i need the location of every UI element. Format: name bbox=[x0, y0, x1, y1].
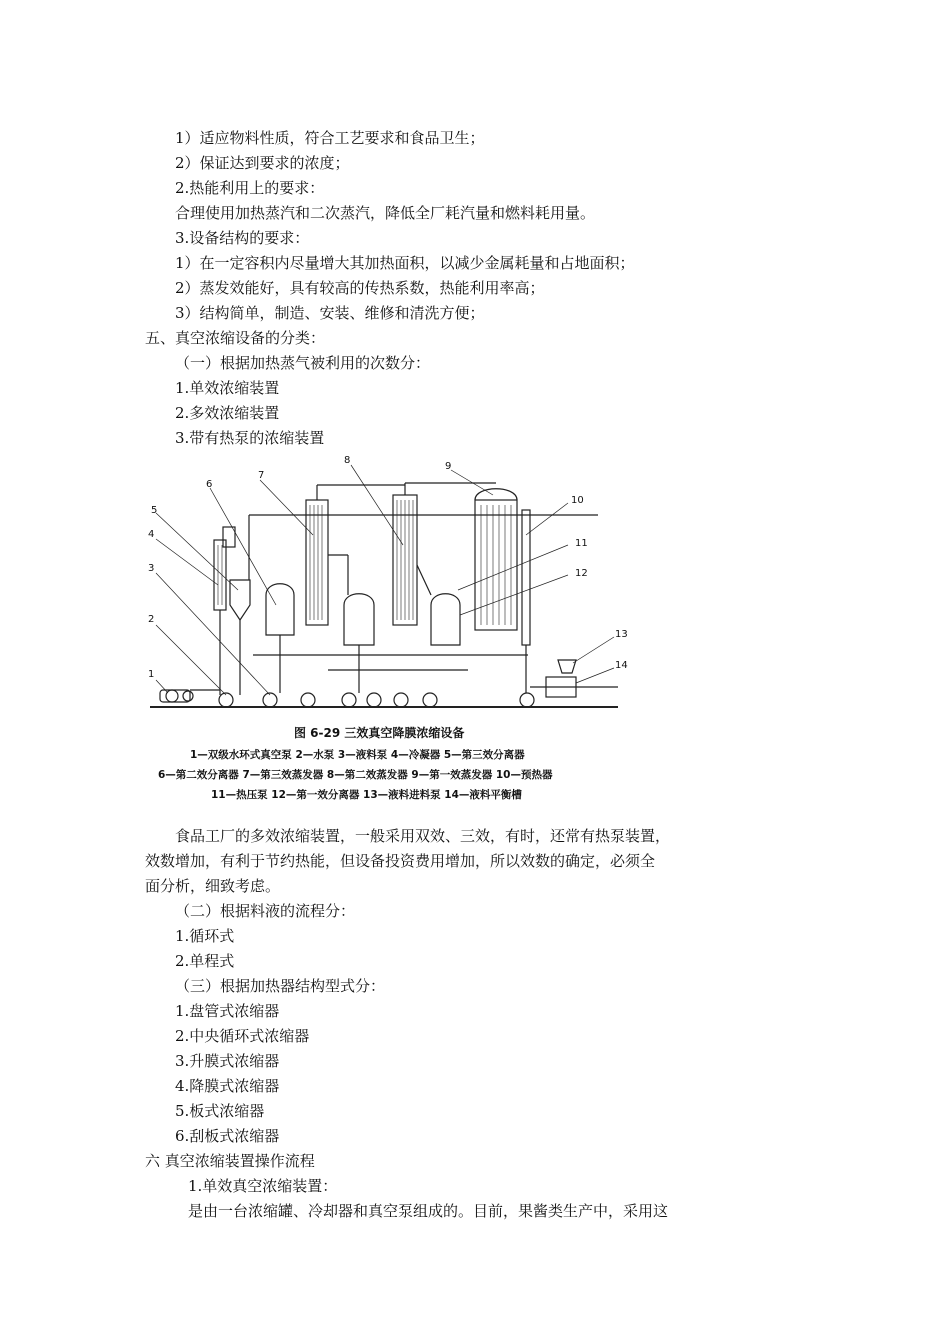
callout-number: 12 bbox=[575, 568, 588, 579]
pump-shape bbox=[394, 693, 408, 707]
section-heading: 五、真空浓缩设备的分类： bbox=[145, 329, 326, 347]
list-item: 3.升膜式浓缩器 bbox=[175, 1052, 280, 1070]
text-line: 3.设备结构的要求： bbox=[175, 229, 310, 247]
text-line: 1）适应物料性质，符合工艺要求和食品卫生； bbox=[175, 129, 485, 147]
callout-number: 3 bbox=[148, 563, 155, 574]
pump-shape bbox=[219, 693, 233, 707]
paragraph-line: 效数增加，有利于节约热能，但设备投资费用增加，所以效数的确定，必须全 bbox=[145, 852, 656, 870]
separator-shape bbox=[230, 580, 250, 620]
list-item: 2.中央循环式浓缩器 bbox=[175, 1027, 310, 1045]
pump-shape bbox=[301, 693, 315, 707]
evaporator-shape bbox=[393, 483, 417, 625]
callout-number: 14 bbox=[615, 660, 628, 671]
separator-shape bbox=[344, 594, 374, 645]
callout-number: 11 bbox=[575, 538, 588, 549]
list-item: 2.多效浓缩装置 bbox=[175, 404, 280, 422]
evaporator-shape bbox=[475, 489, 517, 630]
list-item: 3.带有热泵的浓缩装置 bbox=[175, 429, 325, 447]
list-item: 4.降膜式浓缩器 bbox=[175, 1077, 280, 1095]
subsection-heading: （二）根据料液的流程分： bbox=[175, 902, 356, 920]
callout-number: 2 bbox=[148, 614, 155, 625]
evaporator-diagram bbox=[148, 455, 628, 710]
subsection-heading: （一）根据加热蒸气被利用的次数分： bbox=[175, 354, 431, 372]
text-line: 合理使用加热蒸汽和二次蒸汽，降低全厂耗汽量和燃料耗用量。 bbox=[175, 204, 596, 222]
callout-number: 8 bbox=[344, 455, 351, 466]
separator-shape bbox=[266, 584, 294, 635]
list-item: 1.单效浓缩装置 bbox=[175, 379, 280, 397]
callout-number: 5 bbox=[151, 505, 158, 516]
list-item: 6.刮板式浓缩器 bbox=[175, 1127, 280, 1145]
list-item: 1.盘管式浓缩器 bbox=[175, 1002, 280, 1020]
pump-shape bbox=[423, 693, 437, 707]
text-line: 2.热能利用上的要求： bbox=[175, 179, 325, 197]
list-item: 1.循环式 bbox=[175, 927, 235, 945]
callout-number: 4 bbox=[148, 529, 155, 540]
subsection-heading: 1.单效真空浓缩装置： bbox=[188, 1177, 338, 1195]
section-heading: 六 真空浓缩装置操作流程 bbox=[145, 1152, 315, 1170]
feed-pump-shape bbox=[558, 660, 576, 673]
subsection-heading: （三）根据加热器结构型式分： bbox=[175, 977, 386, 995]
text-line: 2）蒸发效能好，具有较高的传热系数，热能利用率高； bbox=[175, 279, 545, 297]
callout-number: 7 bbox=[258, 470, 265, 481]
text-line: 1）在一定容积内尽量增大其加热面积，以减少金属耗量和占地面积； bbox=[175, 254, 635, 272]
callout-number: 13 bbox=[615, 629, 628, 640]
text-line: 3）结构简单，制造、安装、维修和清洗方便； bbox=[175, 304, 485, 322]
condenser-shape bbox=[214, 527, 235, 695]
figure-legend-line: 11—热压泵 12—第一效分离器 13—液料进料泵 14—液料平衡槽 bbox=[211, 789, 522, 801]
callout-number: 6 bbox=[206, 479, 213, 490]
pump-shape bbox=[263, 693, 277, 707]
preheater-shape bbox=[522, 510, 530, 645]
figure-legend-line: 6—第二效分离器 7—第三效蒸发器 8—第二效蒸发器 9—第一效蒸发器 10—预热器 bbox=[158, 769, 553, 781]
paragraph-line: 面分析，细致考虑。 bbox=[145, 877, 281, 895]
figure-legend-line: 1—双级水环式真空泵 2—水泵 3—液料泵 4—冷凝器 5—第三效分离器 bbox=[190, 749, 525, 761]
list-item: 2.单程式 bbox=[175, 952, 235, 970]
pump-shape bbox=[342, 693, 356, 707]
evaporator-shape bbox=[306, 485, 328, 625]
pump-shape bbox=[367, 693, 381, 707]
paragraph-line: 食品工厂的多效浓缩装置，一般采用双效、三效，有时，还常有热泵装置， bbox=[175, 827, 671, 845]
list-item: 5.板式浓缩器 bbox=[175, 1102, 265, 1120]
figure-caption: 图 6-29 三效真空降膜浓缩设备 bbox=[294, 726, 465, 740]
callout-number: 9 bbox=[445, 461, 452, 472]
text-line: 2）保证达到要求的浓度； bbox=[175, 154, 350, 172]
callout-number: 10 bbox=[571, 495, 584, 506]
pump-shape bbox=[520, 693, 534, 707]
vacuum-pump-shape bbox=[160, 690, 193, 702]
paragraph-line: 是由一台浓缩罐、冷却器和真空泵组成的。目前，果酱类生产中，采用这 bbox=[188, 1202, 669, 1220]
separator-shape bbox=[431, 594, 460, 645]
callout-number: 1 bbox=[148, 669, 155, 680]
